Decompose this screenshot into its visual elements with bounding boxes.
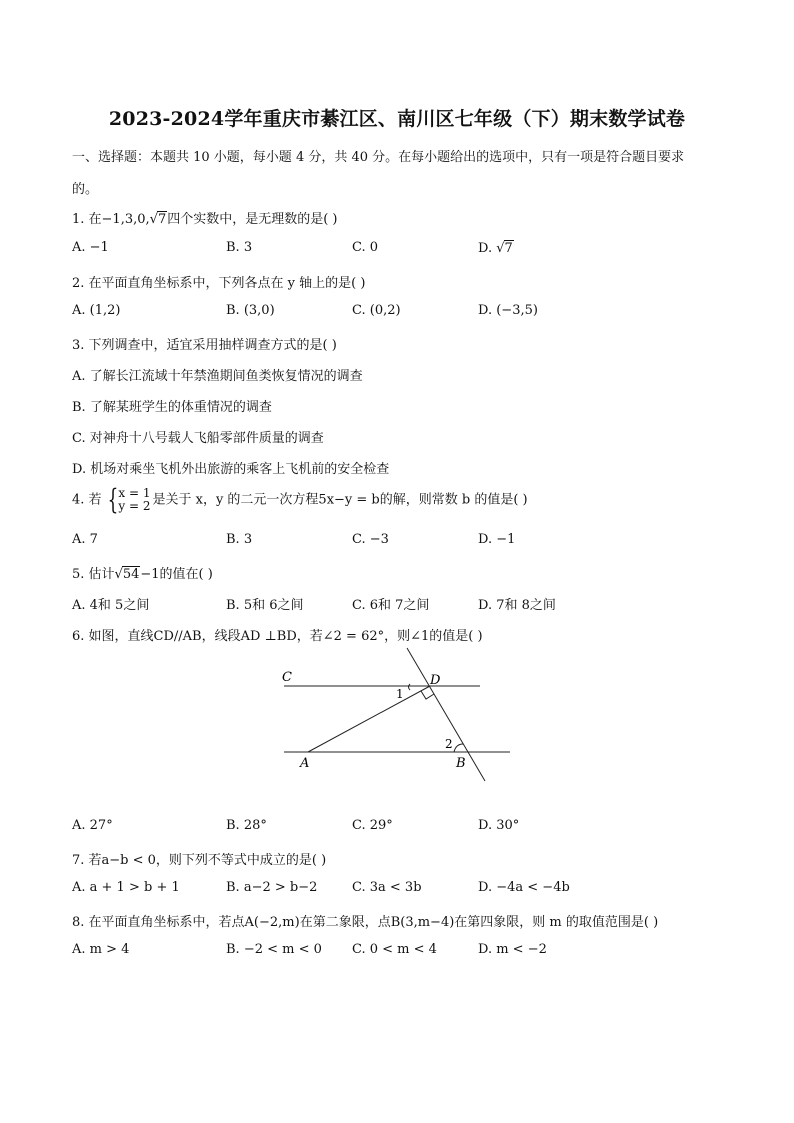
section-heading-cont: 的。 (72, 182, 99, 197)
q5-option-b: B. 5和 6之间 (226, 598, 304, 613)
q3-option-b: B. 了解某班学生的体重情况的调查 (72, 400, 272, 415)
q3-option-a: A. 了解长江流域十年禁渔期间鱼类恢复情况的调查 (72, 369, 363, 384)
q7-option-c: C. 3a < 3b (352, 880, 422, 895)
question-5-stem: 5. 估计√54−1的值在( ) (72, 567, 213, 582)
q8-option-b: B. −2 < m < 0 (226, 942, 322, 957)
label-c: C (282, 670, 292, 685)
angle-1-arc (409, 684, 411, 690)
question-8-stem: 8. 在平面直角坐标系中，若点A(−2,m)在第二象限，点B(3,m−4)在第四象限，则 m 的取值范围是( ) (72, 915, 659, 930)
q1-option-b: B. 3 (226, 240, 253, 255)
q2-option-d: D. (−3,5) (478, 303, 538, 318)
geometry-figure (270, 640, 530, 790)
exam-title: 2023-2024学年重庆市綦江区、南川区七年级（下）期末数学试卷 (108, 108, 686, 130)
q4-option-b: B. 3 (226, 532, 253, 547)
question-3-stem: 3. 下列调查中，适宜采用抽样调查方式的是( ) (72, 338, 337, 353)
q1-option-c: C. 0 (352, 240, 379, 255)
label-d: D (430, 673, 441, 688)
label-angle-2: 2 (445, 737, 453, 751)
line-db (407, 648, 485, 781)
q7-option-b: B. a−2 > b−2 (226, 880, 318, 895)
equation-system: { x = 1 y = 2 (107, 483, 151, 516)
q5-option-d: D. 7和 8之间 (478, 598, 556, 613)
label-a: A (300, 756, 310, 771)
segment-ad (308, 686, 430, 752)
label-angle-1: 1 (396, 687, 404, 701)
right-angle-mark (421, 691, 434, 699)
question-4-stem: 4. 若 { x = 1 y = 2 是关于 x，y 的二元一次方程5x−y = b的解，则常数 b 的值是( ) (72, 483, 528, 516)
q4-option-a: A. 7 (72, 532, 98, 547)
sqrt-7: 7 (157, 212, 167, 227)
q8-option-c: C. 0 < m < 4 (352, 942, 437, 957)
question-1-stem: 1. 在−1,3,0,√7四个实数中，是无理数的是( ) (72, 212, 338, 227)
label-b: B (456, 756, 466, 771)
q3-option-d: D. 机场对乘坐飞机外出旅游的乘客上飞机前的安全检查 (72, 462, 390, 477)
q7-option-d: D. −4a < −4b (478, 880, 570, 895)
q6-option-c: C. 29° (352, 818, 393, 833)
q4-option-c: C. −3 (352, 532, 389, 547)
q6-option-d: D. 30° (478, 818, 520, 833)
angle-2-arc (454, 744, 463, 752)
q5-option-a: A. 4和 5之间 (72, 598, 150, 613)
question-6-stem: 6. 如图，直线CD//AB，线段AD ⊥BD，若∠2 = 62°，则∠1的值是( ) (72, 629, 483, 644)
q2-option-a: A. (1,2) (72, 303, 121, 318)
q1-option-a: A. −1 (72, 240, 109, 255)
q6-option-b: B. 28° (226, 818, 267, 833)
question-2-stem: 2. 在平面直角坐标系中，下列各点在 y 轴上的是( ) (72, 276, 366, 291)
q5-option-c: C. 6和 7之间 (352, 598, 430, 613)
q1-option-d: D. √7 (478, 241, 513, 256)
q8-option-d: D. m < −2 (478, 942, 547, 957)
sqrt-54: 54 (122, 567, 140, 582)
question-7-stem: 7. 若a−b < 0，则下列不等式中成立的是( ) (72, 853, 327, 868)
section-heading: 一、选择题：本题共 10 小题，每小题 4 分，共 40 分。在每小题给出的选项中，只有一项是符合题目要求 (72, 150, 685, 165)
q3-option-c: C. 对神舟十八号载人飞船零部件质量的调查 (72, 431, 324, 446)
q2-option-b: B. (3,0) (226, 303, 275, 318)
q8-option-a: A. m > 4 (72, 942, 130, 957)
q2-option-c: C. (0,2) (352, 303, 401, 318)
q4-option-d: D. −1 (478, 532, 516, 547)
q7-option-a: A. a + 1 > b + 1 (72, 880, 180, 895)
q6-option-a: A. 27° (72, 818, 113, 833)
